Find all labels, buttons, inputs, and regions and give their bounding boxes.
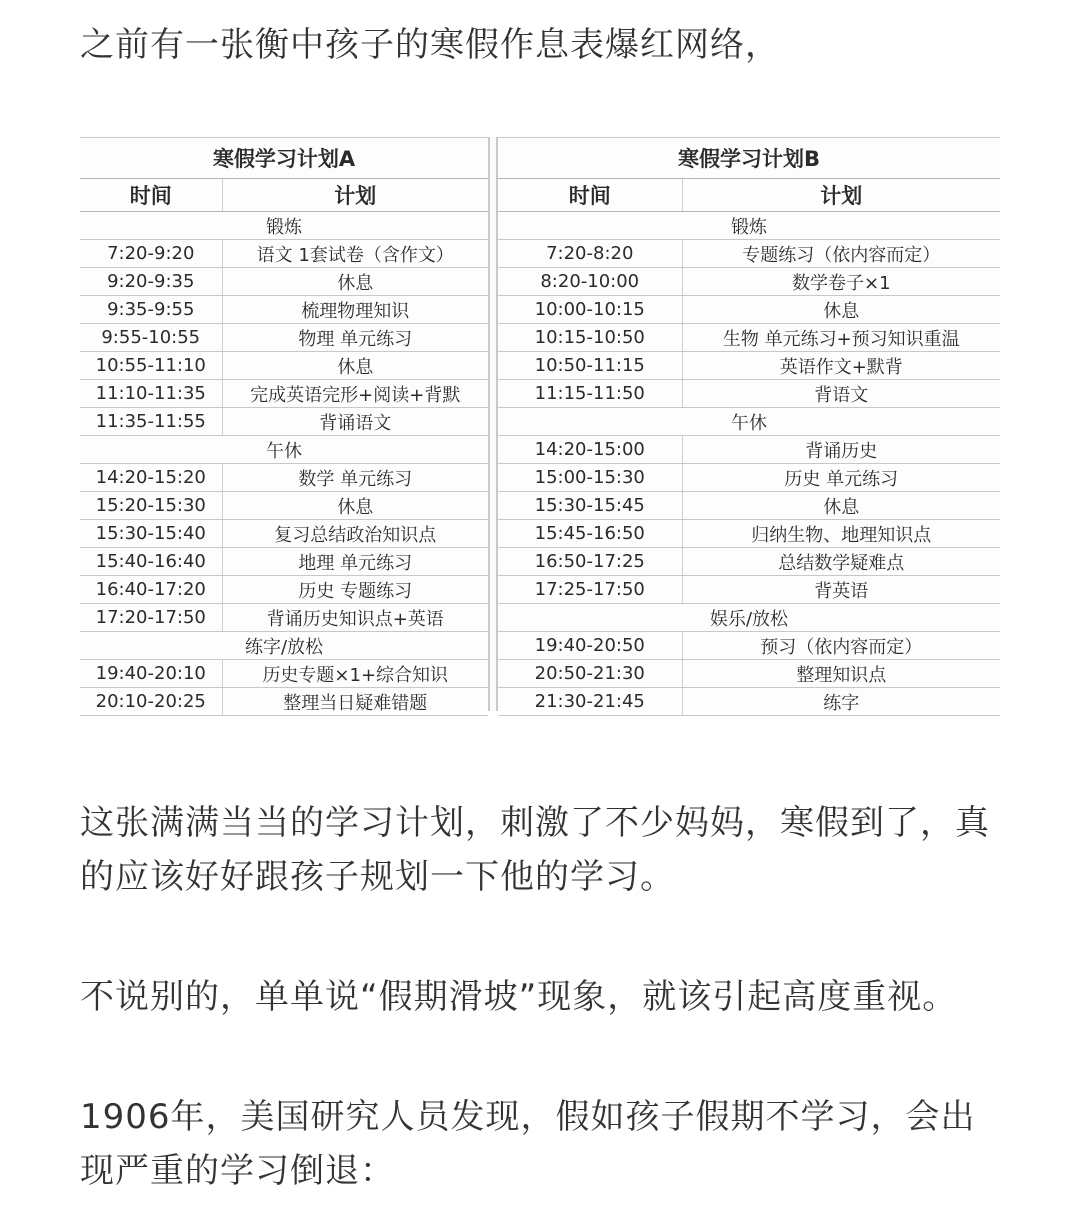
plan-cell: 预习（依内容而定） <box>682 632 1000 660</box>
time-cell: 11:35-11:55 <box>80 408 222 436</box>
time-cell: 16:40-17:20 <box>80 576 222 604</box>
table-row <box>80 520 488 548</box>
table-row <box>498 660 1000 688</box>
paragraph-study-plan: 这张满满当当的学习计划，刺激了不少妈妈，寒假到了，真的应该好好跟孩子规划一下他的学习。 <box>80 803 990 897</box>
table-row <box>498 688 1000 716</box>
section-label: 练字/放松 <box>80 632 488 660</box>
schedule-image <box>80 137 1000 714</box>
table-row <box>80 660 488 688</box>
table-row <box>80 380 488 408</box>
table-row <box>80 604 488 632</box>
section-label: 午休 <box>80 436 488 464</box>
table-row <box>80 548 488 576</box>
time-cell: 11:10-11:35 <box>80 380 222 408</box>
table-row <box>80 464 488 492</box>
plan-cell: 整理当日疑难错题 <box>222 688 488 716</box>
table-row <box>498 548 1000 576</box>
section-label: 午休 <box>498 408 1000 436</box>
table-row <box>498 464 1000 492</box>
table-row <box>498 268 1000 296</box>
time-cell: 14:20-15:20 <box>80 464 222 492</box>
plan-cell: 生物 单元练习+预习知识重温 <box>682 324 1000 352</box>
table-section-row <box>80 632 488 660</box>
table-section-row <box>498 408 1000 436</box>
table-row <box>498 296 1000 324</box>
plan-cell: 语文 1套试卷（含作文） <box>222 240 488 268</box>
time-cell: 10:55-11:10 <box>80 352 222 380</box>
plan-cell: 整理知识点 <box>682 660 1000 688</box>
time-cell: 15:30-15:45 <box>498 492 682 520</box>
table-row <box>80 240 488 268</box>
time-cell: 21:30-21:45 <box>498 688 682 716</box>
time-cell: 9:55-10:55 <box>80 324 222 352</box>
plan-cell: 休息 <box>222 352 488 380</box>
plan-cell: 物理 单元练习 <box>222 324 488 352</box>
plan-cell: 复习总结政治知识点 <box>222 520 488 548</box>
table-row <box>498 352 1000 380</box>
plan-cell: 完成英语完形+阅读+背默 <box>222 380 488 408</box>
plan-cell: 背英语 <box>682 576 1000 604</box>
table-section-row <box>80 436 488 464</box>
section-label: 娱乐/放松 <box>498 604 1000 632</box>
section-label: 锻炼 <box>498 212 1000 240</box>
table-divider <box>488 137 498 711</box>
table-row <box>80 352 488 380</box>
time-cell: 15:45-16:50 <box>498 520 682 548</box>
plan-cell: 休息 <box>222 492 488 520</box>
table-row <box>498 492 1000 520</box>
plan-cell: 数学 单元练习 <box>222 464 488 492</box>
plan-cell: 总结数学疑难点 <box>682 548 1000 576</box>
plan-a-plan-header: 计划 <box>222 179 488 212</box>
time-cell: 15:40-16:40 <box>80 548 222 576</box>
plan-cell: 休息 <box>682 296 1000 324</box>
table-row <box>498 632 1000 660</box>
table-row <box>498 380 1000 408</box>
time-cell: 8:20-10:00 <box>498 268 682 296</box>
plan-a-time-header: 时间 <box>80 179 222 212</box>
plan-cell: 背诵历史知识点+英语 <box>222 604 488 632</box>
plan-cell: 历史 单元练习 <box>682 464 1000 492</box>
plan-a-title: 寒假学习计划A <box>80 138 488 179</box>
time-cell: 9:35-9:55 <box>80 296 222 324</box>
time-cell: 15:00-15:30 <box>498 464 682 492</box>
plan-cell: 背诵历史 <box>682 436 1000 464</box>
table-row <box>498 576 1000 604</box>
plan-cell: 地理 单元练习 <box>222 548 488 576</box>
time-cell: 15:30-15:40 <box>80 520 222 548</box>
plan-cell: 数学卷子×1 <box>682 268 1000 296</box>
time-cell: 17:25-17:50 <box>498 576 682 604</box>
table-row <box>80 268 488 296</box>
section-label: 锻炼 <box>80 212 488 240</box>
table-row <box>80 296 488 324</box>
time-cell: 20:10-20:25 <box>80 688 222 716</box>
plan-cell: 背诵语文 <box>222 408 488 436</box>
time-cell: 10:15-10:50 <box>498 324 682 352</box>
table-row <box>80 688 488 716</box>
study-plan-b-table <box>498 137 1000 716</box>
time-cell: 11:15-11:50 <box>498 380 682 408</box>
plan-b-time-header: 时间 <box>498 179 682 212</box>
time-cell: 16:50-17:25 <box>498 548 682 576</box>
time-cell: 14:20-15:00 <box>498 436 682 464</box>
intro-paragraph: 之前有一张衡中孩子的寒假作息表爆红网络， <box>80 25 780 65</box>
table-row <box>498 520 1000 548</box>
table-section-row <box>498 604 1000 632</box>
table-row <box>80 324 488 352</box>
time-cell: 20:50-21:30 <box>498 660 682 688</box>
plan-cell: 历史专题×1+综合知识 <box>222 660 488 688</box>
plan-cell: 背语文 <box>682 380 1000 408</box>
time-cell: 10:00-10:15 <box>498 296 682 324</box>
plan-cell: 归纳生物、地理知识点 <box>682 520 1000 548</box>
table-row <box>80 492 488 520</box>
table-row <box>498 436 1000 464</box>
time-cell: 7:20-9:20 <box>80 240 222 268</box>
time-cell: 19:40-20:50 <box>498 632 682 660</box>
table-row <box>80 408 488 436</box>
plan-cell: 梳理物理知识 <box>222 296 488 324</box>
table-row <box>498 240 1000 268</box>
time-cell: 10:50-11:15 <box>498 352 682 380</box>
plan-cell: 休息 <box>222 268 488 296</box>
plan-cell: 休息 <box>682 492 1000 520</box>
time-cell: 9:20-9:35 <box>80 268 222 296</box>
time-cell: 7:20-8:20 <box>498 240 682 268</box>
paragraph-research-1906: 1906年，美国研究人员发现，假如孩子假期不学习，会出现严重的学习倒退： <box>80 1097 976 1191</box>
plan-cell: 英语作文+默背 <box>682 352 1000 380</box>
plan-b-plan-header: 计划 <box>682 179 1000 212</box>
paragraph-summer-slide: 不说别的，单单说“假期滑坡”现象，就该引起高度重视。 <box>80 977 958 1017</box>
table-row <box>80 576 488 604</box>
plan-cell: 练字 <box>682 688 1000 716</box>
time-cell: 15:20-15:30 <box>80 492 222 520</box>
plan-cell: 专题练习（依内容而定） <box>682 240 1000 268</box>
table-section-row <box>80 212 488 240</box>
plan-cell: 历史 专题练习 <box>222 576 488 604</box>
table-row <box>498 324 1000 352</box>
time-cell: 19:40-20:10 <box>80 660 222 688</box>
table-section-row <box>498 212 1000 240</box>
time-cell: 17:20-17:50 <box>80 604 222 632</box>
plan-b-title: 寒假学习计划B <box>498 138 1000 179</box>
study-plan-a-table <box>80 137 488 716</box>
